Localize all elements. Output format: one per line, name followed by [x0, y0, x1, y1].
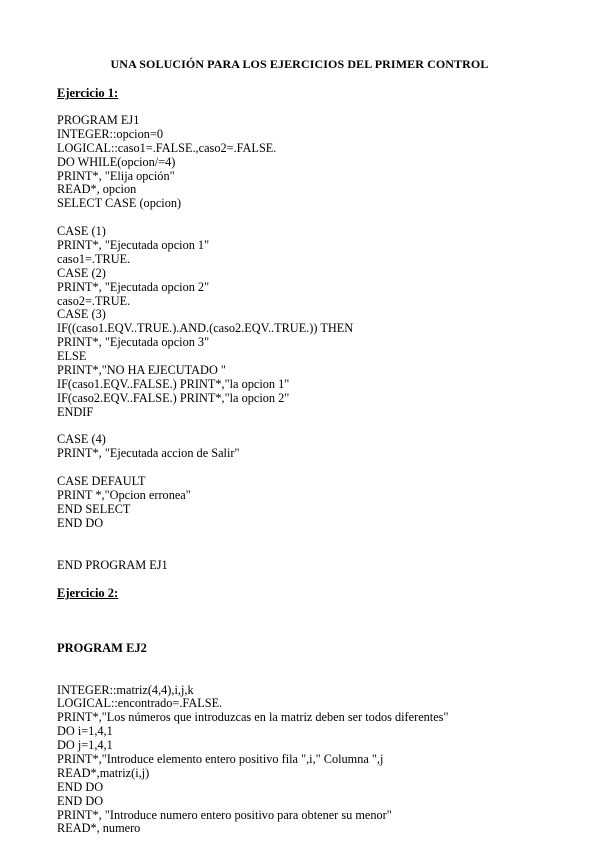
code-line: LOGICAL::caso1=.FALSE.,caso2=.FALSE. [57, 140, 277, 155]
code-line: ENDIF [57, 404, 94, 419]
code-line: SELECT CASE (opcion) [57, 196, 182, 211]
code-line: READ*,matriz(i,j) [57, 765, 150, 780]
code-line: END SELECT [57, 501, 131, 516]
code-line: DO WHILE(opcion/=4) [57, 154, 176, 169]
document-title: UNA SOLUCIÓN PARA LOS EJERCICIOS DEL PRIMER CONTROL [110, 57, 489, 71]
exercise-1-code [57, 114, 353, 572]
code-line: CASE DEFAULT [57, 474, 146, 489]
code-line: PRINT *,"Opcion erronea" [57, 488, 191, 503]
code-line: PRINT*, "Ejecutada accion de Salir" [57, 446, 240, 461]
code-line: END PROGRAM EJ1 [57, 557, 168, 572]
code-line [57, 461, 353, 475]
code-line: END DO [57, 515, 104, 530]
code-line [57, 420, 353, 434]
code-line: PROGRAM EJ1 [57, 113, 140, 127]
code-line: READ*, opcion [57, 182, 137, 197]
code-line: IF(caso2.EQV..FALSE.) PRINT*,"la opcion 2" [57, 390, 290, 405]
code-line: CASE (2) [57, 265, 106, 280]
code-line: caso2=.TRUE. [57, 293, 131, 308]
code-line [57, 545, 353, 559]
code-line: END DO [57, 793, 104, 808]
code-line: PRINT*, "Ejecutada opcion 3" [57, 335, 210, 350]
code-line [57, 531, 353, 545]
code-line: IF(caso1.EQV..FALSE.) PRINT*,"la opcion 1" [57, 376, 290, 391]
code-line: CASE (4) [57, 432, 106, 447]
code-line: IF((caso1.EQV..TRUE.).AND.(caso2.EQV..TRUE.)) THEN [57, 321, 354, 336]
code-line: PRINT*, "Elija opción" [57, 168, 175, 183]
exercise-2-program-line: PROGRAM EJ2 [57, 640, 147, 655]
code-line: PRINT*,"Introduce elemento entero positivo fila ",i," Columna ",j [57, 751, 384, 766]
code-line [57, 211, 353, 225]
exercise-2-heading: Ejercicio 2: [57, 586, 119, 600]
code-line: PRINT*,"NO HA EJECUTADO " [57, 363, 226, 378]
code-line: READ*, numero [57, 821, 141, 836]
code-line: LOGICAL::encontrado=.FALSE. [57, 696, 223, 711]
code-line: caso1=.TRUE. [57, 251, 131, 266]
code-line: PRINT*, "Ejecutada opcion 2" [57, 279, 210, 294]
code-line: INTEGER::opcion=0 [57, 126, 163, 141]
exercise-2-code [57, 614, 448, 864]
code-line: PRINT*, "Introduce numero entero positivo para obtener su menor" [57, 807, 392, 822]
code-line: PRINT*, "Ejecutada opcion 1" [57, 238, 210, 253]
code-line: DO i=1,4,1 [57, 724, 113, 739]
code-line: DO j=1,4,1 [57, 738, 113, 753]
code-line: CASE (3) [57, 307, 106, 322]
code-line: INTEGER::matriz(4,4),i,j,k [57, 682, 194, 697]
code-line: END DO [57, 779, 104, 794]
code-line: PRINT*,"Los números que introduzcas en la matriz deben ser todos diferentes" [57, 710, 449, 725]
code-line: ELSE [57, 349, 87, 364]
code-line: CASE (1) [57, 224, 106, 239]
exercise-1-heading: Ejercicio 1: [57, 86, 119, 100]
